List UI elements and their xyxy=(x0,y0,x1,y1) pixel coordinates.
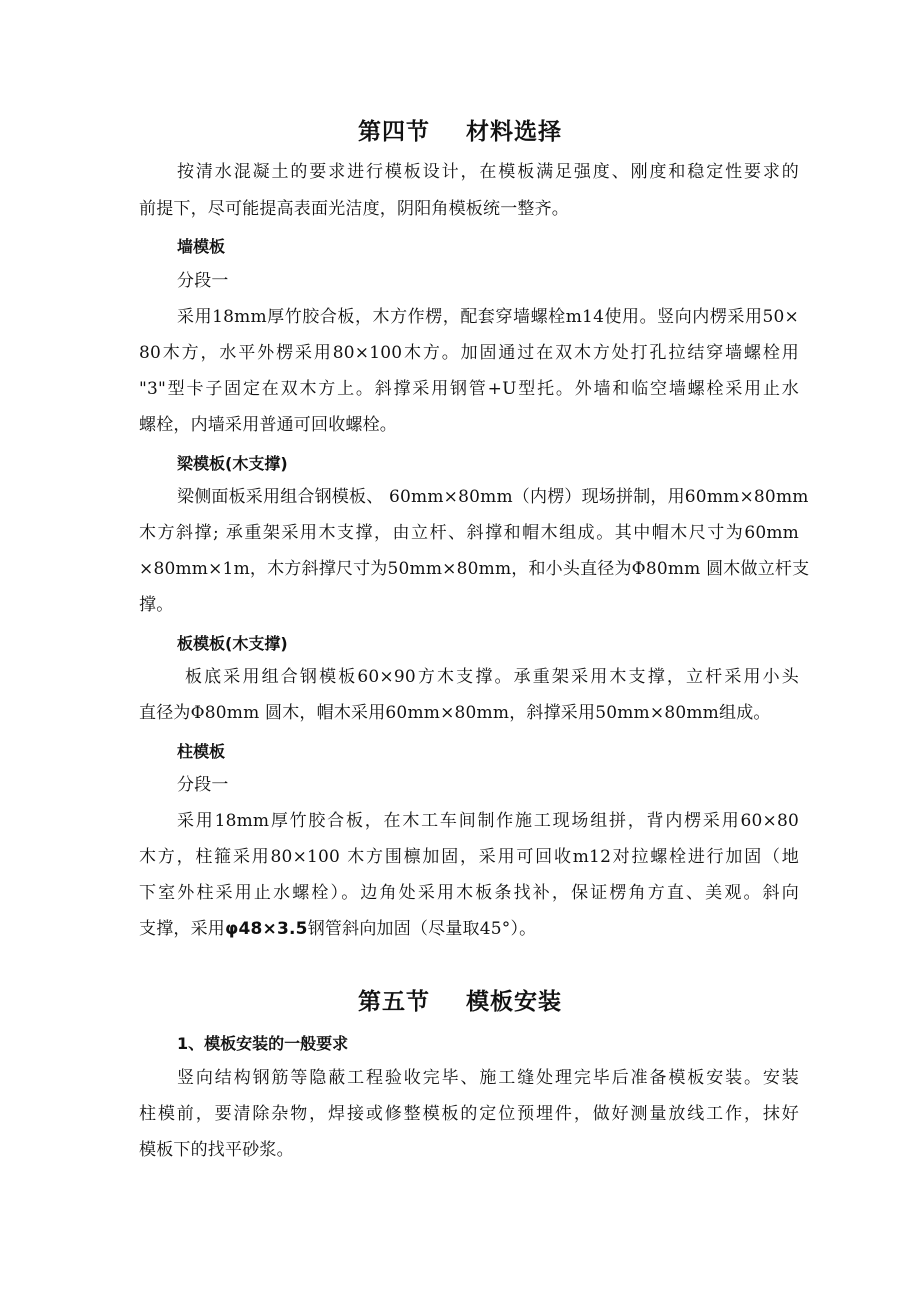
column-line-2: 木方，柱箍采用80×100 木方围檩加固，采用可回收m12对拉螺栓进行加固（地 xyxy=(139,847,799,867)
column-line-4 xyxy=(139,917,799,941)
slab-formwork-heading: 板模板(木支撑) xyxy=(177,634,288,653)
steel-pipe-spec: φ48×3.5 xyxy=(225,919,308,939)
wall-line-2: 80木方，水平外楞采用80×100木方。加固通过在双木方处打孔拉结穿墙螺栓用 xyxy=(139,343,799,363)
wall-line-1: 采用18mm厚竹胶合板，木方作楞，配套穿墙螺栓m14使用。竖向内楞采用50× xyxy=(177,307,799,327)
slab-line-1: 板底采用组合钢模板60×90方木支撑。承重架采用木支撑，立杆采用小头 xyxy=(185,667,799,687)
beam-line-1: 梁侧面板采用组合钢模板、 60mm×80mm（内楞）现场拼制，用60mm×80mm xyxy=(177,487,809,507)
wall-line-3: "3"型卡子固定在双木方上。斜撑采用钢管+U型托。外墙和临空墙螺栓采用止水 xyxy=(139,379,799,399)
installation-line-2: 柱模前，要清除杂物，焊接或修整模板的定位预埋件，做好测量放线工作，抹好 xyxy=(139,1104,799,1124)
column-line-4-post: 钢管斜向加固（尽量取45°）。 xyxy=(307,919,537,939)
beam-formwork-heading: 梁模板(木支撑) xyxy=(177,454,288,473)
wall-line-4: 螺栓，内墙采用普通可回收螺栓。 xyxy=(139,415,397,435)
slab-line-2: 直径为Φ80mm 圆木，帽木采用60mm×80mm，斜撑采用50mm×80mm组成。 xyxy=(139,703,771,723)
wall-sub-heading: 分段一 xyxy=(177,271,229,291)
section5-title: 第五节 模板安装 xyxy=(357,989,563,1015)
column-sub-heading: 分段一 xyxy=(177,775,229,795)
installation-line-3: 模板下的找平砂浆。 xyxy=(139,1140,294,1160)
installation-line-1: 竖向结构钢筋等隐蔽工程验收完毕、施工缝处理完毕后准备模板安装。安装 xyxy=(177,1068,799,1088)
column-line-1: 采用18mm厚竹胶合板，在木工车间制作施工现场组拼，背内楞采用60×80 xyxy=(177,811,799,831)
wall-formwork-heading: 墙模板 xyxy=(177,237,226,256)
column-line-3: 下室外柱采用止水螺栓）。边角处采用木板条找补，保证楞角方直、美观。斜向 xyxy=(139,883,799,903)
column-line-4-pre: 支撑，采用 xyxy=(139,919,225,939)
beam-line-4: 撑。 xyxy=(139,595,174,615)
installation-requirements-heading: 1、模板安装的一般要求 xyxy=(177,1034,349,1053)
beam-line-2: 木方斜撑; 承重架采用木支撑，由立杆、斜撑和帽木组成。其中帽木尺寸为60mm xyxy=(139,523,799,543)
section4-title: 第四节 材料选择 xyxy=(357,119,563,145)
intro-line-2: 前提下，尽可能提高表面光洁度，阴阳角模板统一整齐。 xyxy=(139,199,569,219)
column-formwork-heading: 柱模板 xyxy=(177,742,226,761)
beam-line-3: ×80mm×1m，木方斜撑尺寸为50mm×80mm，和小头直径为Φ80mm 圆木做立杆支 xyxy=(139,559,810,579)
intro-line-1: 按清水混凝土的要求进行模板设计，在模板满足强度、刚度和稳定性要求的 xyxy=(177,162,799,182)
